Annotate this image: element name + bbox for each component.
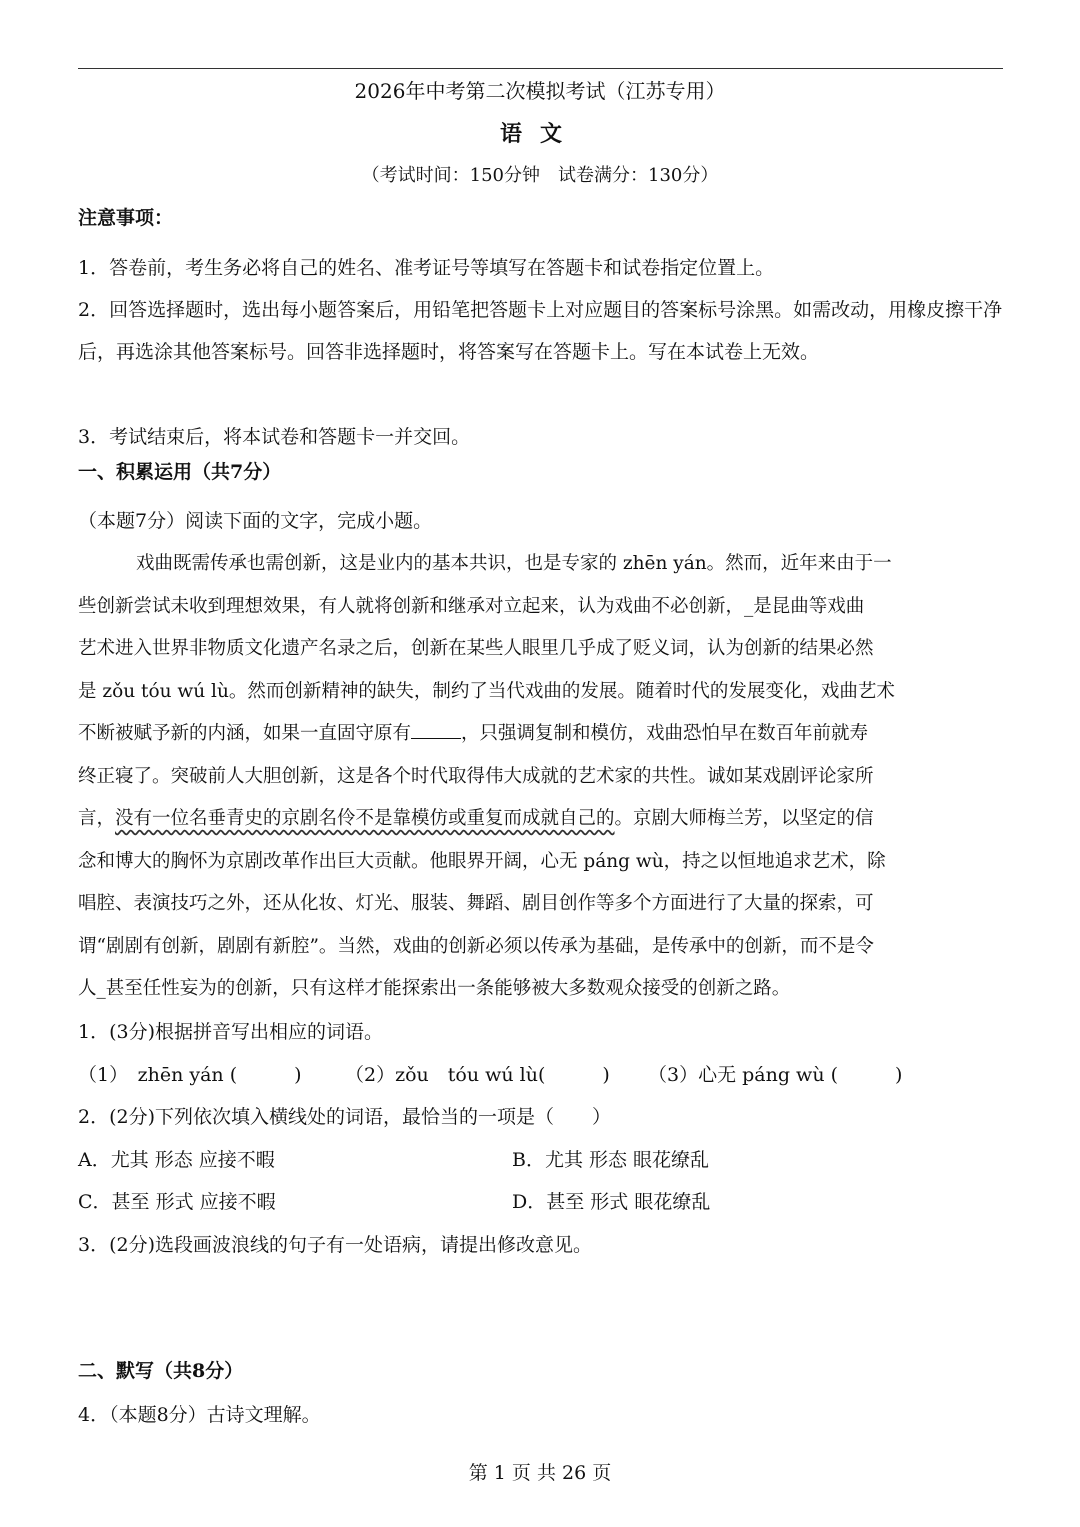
header-rule [78, 68, 1003, 69]
notice-item-3: 3．考试结束后，将本试卷和答题卡一并交回。 [78, 426, 471, 448]
q2-option-b: B．尤其 形态 眼花缭乱 [512, 1149, 710, 1171]
exam-title: 2026年中考第二次模拟考试（江苏专用） [354, 79, 726, 103]
passage-line: 艺术进入世界非物质文化遗产名录之后，创新在某些人眼里几乎成了贬义词，认为创新的结果必然 [78, 638, 874, 659]
passage-line: 唱腔、表演技巧之外，还从化妆、灯光、服装、舞蹈、剧目创作等多个方面进行了大量的探索，可 [78, 893, 874, 914]
passage-line: 谓“剧剧有创新，剧剧有新腔”。当然，戏曲的创新必须以传承为基础，是传承中的创新，而不是令 [78, 935, 874, 957]
passage-line: 戏曲既需传承也需创新，这是业内的基本共识，也是专家的 zhēn yán。然而，近年来由于一 [136, 553, 892, 574]
exam-info: （考试时间：150分钟 试卷满分：130分） [361, 165, 719, 186]
q1-part-1: （1） zhēn yán ( ) [78, 1064, 302, 1086]
exam-subject: 语文 [499, 121, 580, 147]
passage [78, 543, 1003, 1011]
q1-part-3: （3）心无 páng wù ( ) [648, 1064, 903, 1086]
passage-line: 是 zǒu tóu wú lù。然而创新精神的缺失，制约了当代戏曲的发展。随着时代的发展变化，戏曲艺术 [78, 680, 895, 702]
passage-text: 。京剧大师梅兰芳，以坚定的信 [614, 808, 874, 829]
q3-stem: 3．(2分)选段画波浪线的句子有一处语病，请提出修改意见。 [78, 1234, 593, 1256]
section1-heading: 一、积累运用（共7分） [78, 461, 282, 483]
q2-option-d: D．甚至 形式 眼花缭乱 [512, 1191, 711, 1213]
q2-stem: 2．(2分)下列依次填入横线处的词语，最恰当的一项是（ ） [78, 1106, 612, 1128]
q2-option-c: C．甚至 形式 应接不暇 [78, 1191, 276, 1213]
section1-intro: （本题7分）阅读下面的文字，完成小题。 [78, 510, 433, 532]
passage-line: 些创新尝试未收到理想效果，有人就将创新和继承对立起来，认为戏曲不必创新，_是昆曲等戏曲 [78, 595, 865, 617]
q2-option-a: A．尤其 形态 应接不暇 [78, 1149, 275, 1171]
passage-text: 不断被赋予新的内涵，如果一直固守原有 [78, 723, 412, 744]
passage-line: 人_甚至任性妄为的创新，只有这样才能探索出一条能够被大多数观众接受的创新之路。 [78, 978, 791, 999]
fill-blank [411, 720, 461, 739]
passage-line: 终正寝了。突破前人大胆创新，这是各个时代取得伟大成就的艺术家的共性。诚如某戏剧评论家所 [78, 765, 874, 787]
q4-stem: 4．（本题8分）古诗文理解。 [78, 1404, 321, 1426]
passage-text: ，只强调复制和模仿，戏曲恐怕早在数百年前就寿 [461, 723, 869, 744]
passage-text: 言， [78, 808, 116, 829]
notice-heading: 注意事项： [78, 207, 174, 229]
section2-heading: 二、默写（共8分） [78, 1360, 244, 1382]
q1-stem: 1．(3分)根据拼音写出相应的词语。 [78, 1021, 384, 1043]
notice-item-1: 1．答卷前，考生务必将自己的姓名、准考证号等填写在答题卡和试卷指定位置上。 [78, 257, 775, 279]
passage-line [78, 713, 1003, 756]
passage-line [78, 798, 1003, 841]
wavy-underlined-sentence: 没有一位名垂青史的京剧名伶不是靠模仿或重复而成就自己的 [115, 808, 615, 829]
notice-item-2: 2．回答选择题时，选出每小题答案后，用铅笔把答题卡上对应题目的答案标号涂黑。如需改动，用橡皮擦干净后，再选涂其他答案标号。回答非选择题时，将答案写在答题卡上。写在本试卷上无效。 [78, 299, 1003, 363]
page-footer: 第 1 页 共 26 页 [468, 1462, 612, 1484]
passage-line: 念和博大的胸怀为京剧改革作出巨大贡献。他眼界开阔，心无 páng wù，持之以恒地追求艺术，除 [78, 850, 886, 872]
q1-part-2: （2）zǒu tóu wú lù( ) [345, 1064, 610, 1086]
